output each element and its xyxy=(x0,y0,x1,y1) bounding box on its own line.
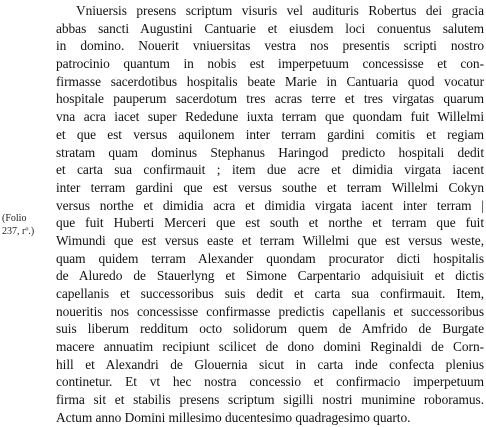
charter-line: et carta sua confirmauit ; item due acre et dimidia virgata iacent xyxy=(56,162,484,178)
charter-line: noueritis nos concessisse confirmasse predictis capellanis et successoribus xyxy=(56,303,484,319)
folio-note-line-1: (Folio xyxy=(2,213,27,224)
charter-line: capellanis et successoribus suis dedit et carta sua confirmauit. Item, xyxy=(56,286,484,301)
charter-line: in domino. Nouerit vniuersitas vestra nos presentis scripti nostro xyxy=(56,38,484,54)
charter-line: Actum anno Domini millesimo ducentesimo quadragesimo quarto. xyxy=(56,409,411,425)
charter-line: hill et Alexandri de Glouernia sicut in carta inde confecta plenius xyxy=(56,356,484,372)
charter-line: hospitale pauperum sacerdotum tres acras terre et tres virgatas quarum xyxy=(56,91,484,107)
charter-line: macere annuatim recipiunt scilicet de dono domini Reginaldi de Corn- xyxy=(56,339,484,355)
charter-line: firmasse sacerdotibus hospitalis beate Marie in Cantuaria quod vocatur xyxy=(56,73,484,89)
folio-note-line-2: 237, rº.) xyxy=(2,226,35,237)
charter-line: patrocinio quantum in nobis est imperpetuum concessisse et con- xyxy=(56,56,484,72)
charter-line: Wimundi que est versus easte et terram Willelmi que est versus weste, xyxy=(56,232,484,248)
charter-line: que fuit Huberti Merceri que est south et northe et terram que fuit xyxy=(56,215,484,231)
folio-margin-note xyxy=(2,212,50,238)
charter-line: abbas sancti Augustini Cantuarie et eiusdem loci conuentus salutem xyxy=(56,20,484,36)
charter-line: Vniuersis presens scriptum visuris vel audituris Robertus dei gracia xyxy=(76,3,484,18)
charter-line: quam quidem terram Alexander quondam procurator dicti hospitalis xyxy=(56,250,484,266)
charter-line: inter terram gardini que est versus southe et terram Willelmi Cokyn xyxy=(56,179,484,195)
charter-line: de Aluredo de Stauerlyng et Simone Carpentario adquisiuit et dictis xyxy=(56,268,484,284)
charter-text xyxy=(56,2,484,427)
charter-line: firma sit et stabilis presens scriptum sigilli nostri munimine roboramus. xyxy=(56,392,484,408)
charter-line: suis liberum redditum octo solidorum quem de Amfrido de Burgate xyxy=(56,321,484,337)
charter-line: stratam quam dominus Stephanus Haringod predicto hospitali dedit xyxy=(56,144,484,160)
charter-line: vna acra iacet super Rededune iuxta terram que quondam fuit Willelmi xyxy=(56,109,484,125)
charter-line: continetur. Et vt hec nostra concessio et confirmacio imperpetuum xyxy=(56,374,484,390)
charter-line: et que est versus aquilonem inter terram gardini comitis et regiam xyxy=(56,126,484,142)
charter-line: versus northe et dimidia acra et dimidia virgata iacent inter terram | xyxy=(56,197,484,213)
